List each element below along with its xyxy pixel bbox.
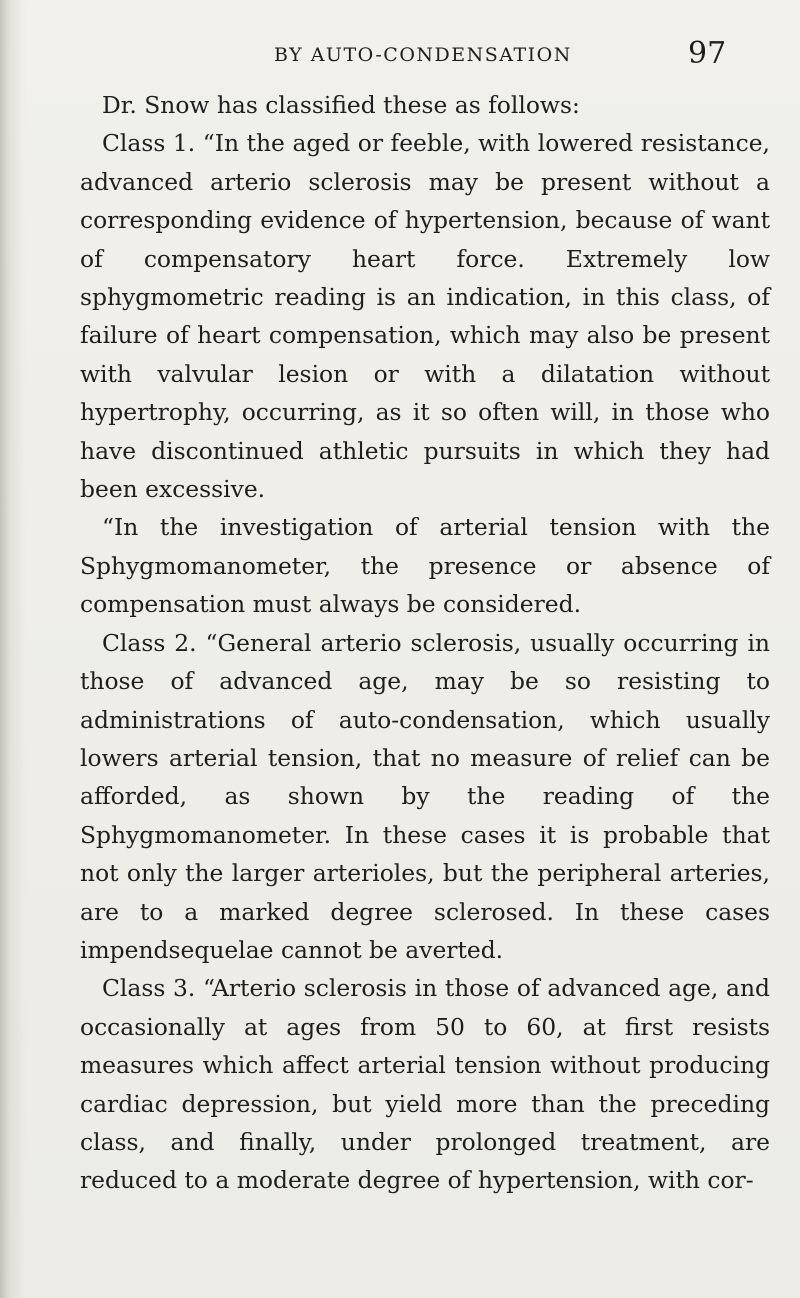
- paragraph-class-1: Class 1. “In the aged or feeble, with lowered resistance, advanced arterio sclerosis may be present without a corresponding evidence of hypertension, because of want of compensatory heart force. Extremely low sphygmometric reading is an indication, in this class, of failure of heart compensation, which may also be present with valvular lesion or with a dilatation without hypertrophy, occurring, as it so often will, in those who have discontinued athletic pursuits in which they had been excessive.: [80, 129, 770, 504]
- page-number: 97: [688, 36, 727, 71]
- paragraph-class-2: Class 2. “General arterio sclerosis, usually occurring in those of advanced age, may be so resisting to administrations of auto-condensation, which usually lowers arterial tension, that no measure of relief can be afforded, as shown by the reading of the Sphygmomanometer. In these cases it is probable that not only the larger arterioles, but the peripheral arteries, are to a marked degree sclerosed. In these cases impendsequelae cannot be averted.: [80, 628, 770, 964]
- page-header: [0, 36, 800, 76]
- running-head: BY AUTO-CONDENSATION: [274, 44, 572, 66]
- body-text: [80, 86, 770, 1200]
- paragraph-intro: Dr. Snow has classified these as follows:: [102, 91, 580, 119]
- paragraph-class-3: Class 3. “Arterio sclerosis in those of advanced age, and occasionally at ages from 50 to 60, at first resists measures which affect arterial tension without producing cardiac depression, but yield more than the preceding class, and finally, under prolonged treatment, are reduced to a moderate degree of hypertension, with cor-: [80, 974, 770, 1195]
- paragraph-investigation: “In the investigation of arterial tension with the Sphygmomanometer, the presence or absence of compensation must always be considered.: [80, 513, 770, 619]
